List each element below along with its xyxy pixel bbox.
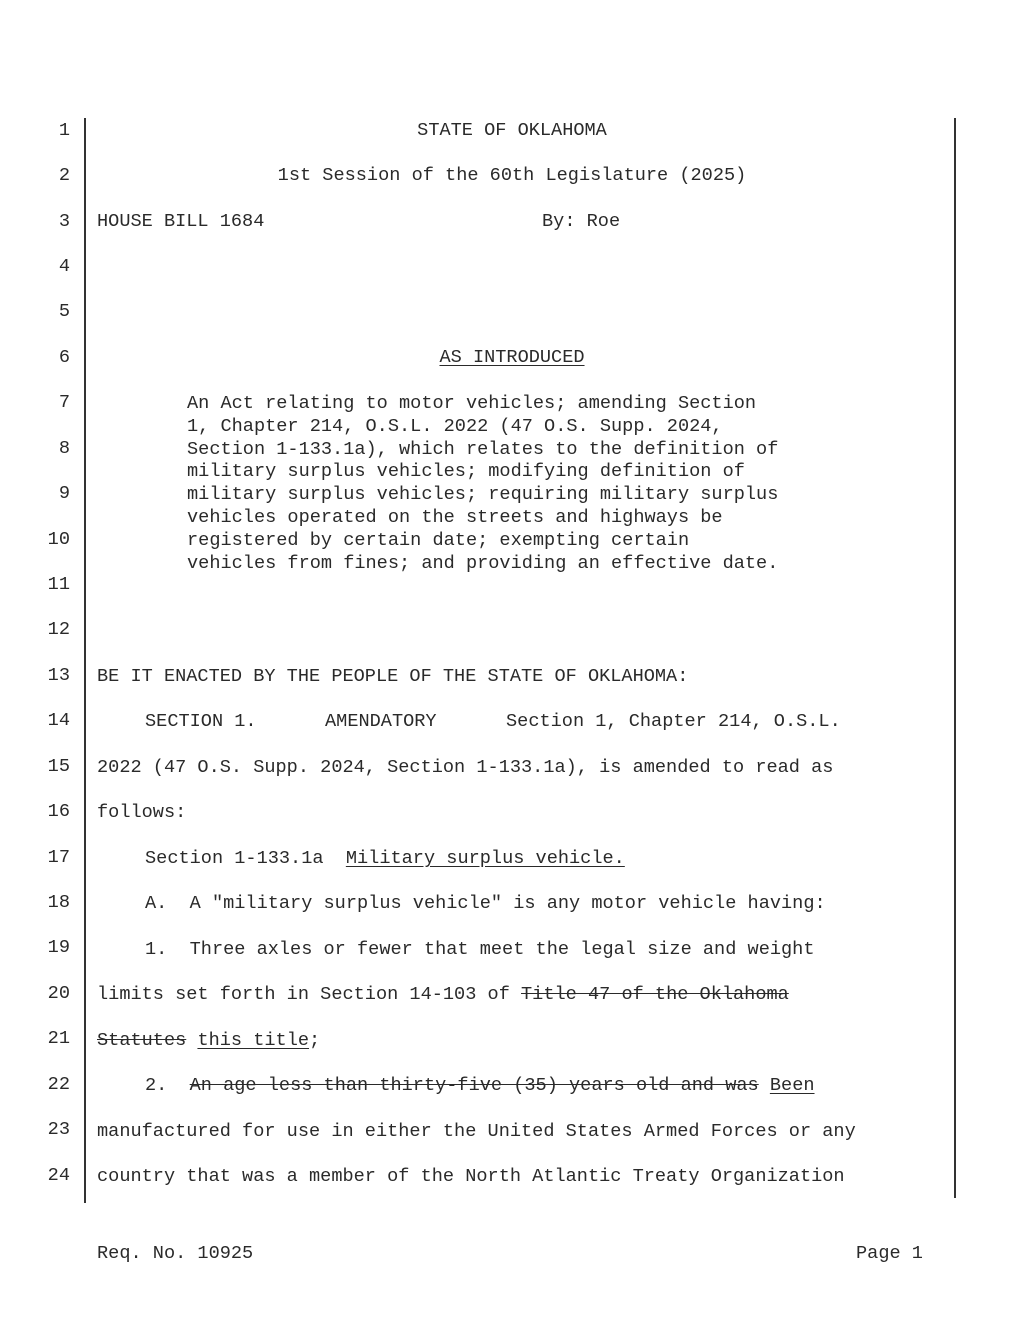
bill-number: HOUSE BILL 1684 — [97, 211, 265, 232]
inserted-text: Been — [769, 1075, 815, 1096]
line-number: 22 — [47, 1074, 70, 1095]
line21-punct: ; — [309, 1030, 321, 1051]
section-title: Military surplus vehicle. — [345, 848, 625, 869]
line-number: 23 — [47, 1119, 70, 1140]
section-number: Section 1-133.1a — [145, 848, 324, 869]
body-line-15: 2022 (47 O.S. Supp. 2024, Section 1-133.1a), is amended to read as — [97, 757, 834, 778]
line-number: 7 — [58, 392, 70, 413]
description-line: military surplus vehicles; requiring military surplus — [187, 484, 779, 506]
line-number: 4 — [58, 256, 70, 277]
bill-author: By: Roe — [542, 211, 621, 232]
body-line-22 — [145, 1074, 815, 1098]
line-number: 20 — [47, 983, 70, 1004]
body-line-21 — [97, 1029, 320, 1053]
session-heading: 1st Session of the 60th Legislature (2025) — [277, 165, 747, 186]
line-number: 5 — [58, 301, 70, 322]
enacting-clause: BE IT ENACTED BY THE PEOPLE OF THE STATE OF OKLAHOMA: — [97, 666, 689, 687]
line-number: 21 — [47, 1028, 70, 1049]
bill-description — [187, 393, 778, 575]
line-number: 16 — [47, 801, 70, 822]
description-line: An Act relating to motor vehicles; amending Section — [187, 393, 757, 414]
right-margin-line — [954, 118, 956, 1198]
body-line-17 — [145, 847, 625, 871]
body-line-23: manufactured for use in either the United States Armed Forces or any — [97, 1121, 856, 1142]
line-number: 14 — [47, 710, 70, 731]
line20-text: limits set forth in Section 14-103 of — [97, 984, 522, 1005]
page-number: Page 1 — [856, 1243, 923, 1264]
section-reference: Section 1, Chapter 214, O.S.L. — [506, 711, 841, 732]
line-number: 6 — [58, 347, 70, 368]
body-line-24: country that was a member of the North Atlantic Treaty Organization — [97, 1166, 845, 1187]
request-number: Req. No. 10925 — [97, 1243, 254, 1264]
line-number: 12 — [47, 619, 70, 640]
description-line: registered by certain date; exempting certain — [187, 529, 690, 551]
deleted-text: An age less than thirty-five (35) years old and was — [189, 1075, 759, 1096]
inserted-text: this title — [197, 1030, 310, 1051]
line-number: 2 — [58, 165, 70, 186]
line-number: 10 — [47, 529, 70, 550]
status-heading: AS INTRODUCED — [439, 347, 585, 368]
line-number: 9 — [58, 483, 70, 504]
description-line: 1, Chapter 214, O.S.L. 2022 (47 O.S. Supp. 2024, — [187, 415, 723, 437]
line-number: 19 — [47, 937, 70, 958]
line-number: 8 — [58, 438, 70, 459]
body-line-18: A. A "military surplus vehicle" is any motor vehicle having: — [145, 893, 826, 914]
description-line: Section 1-133.1a), which relates to the definition of — [187, 438, 779, 460]
line-number: 15 — [47, 756, 70, 777]
body-line-20 — [97, 983, 789, 1007]
item-number: 2. — [145, 1075, 190, 1096]
line-number: 13 — [47, 665, 70, 686]
line-number: 24 — [47, 1165, 70, 1186]
body-line-16: follows: — [97, 802, 187, 823]
line-number: 18 — [47, 892, 70, 913]
section-type: AMENDATORY — [325, 711, 437, 732]
body-line-19: 1. Three axles or fewer that meet the legal size and weight — [145, 939, 815, 960]
line-number: 17 — [47, 847, 70, 868]
section-label: SECTION 1. — [145, 711, 257, 732]
state-heading: STATE OF OKLAHOMA — [417, 120, 607, 141]
deleted-text: Statutes — [97, 1030, 187, 1051]
description-line: military surplus vehicles; modifying definition of — [187, 461, 745, 483]
line-number: 1 — [58, 120, 70, 141]
line-number: 3 — [58, 211, 70, 232]
line-number: 11 — [47, 574, 70, 595]
left-margin-line — [84, 118, 86, 1203]
description-line: vehicles operated on the streets and highways be — [187, 506, 723, 528]
deleted-text: Title 47 of the Oklahoma — [521, 984, 789, 1005]
description-line: vehicles from fines; and providing an effective date. — [187, 552, 779, 574]
